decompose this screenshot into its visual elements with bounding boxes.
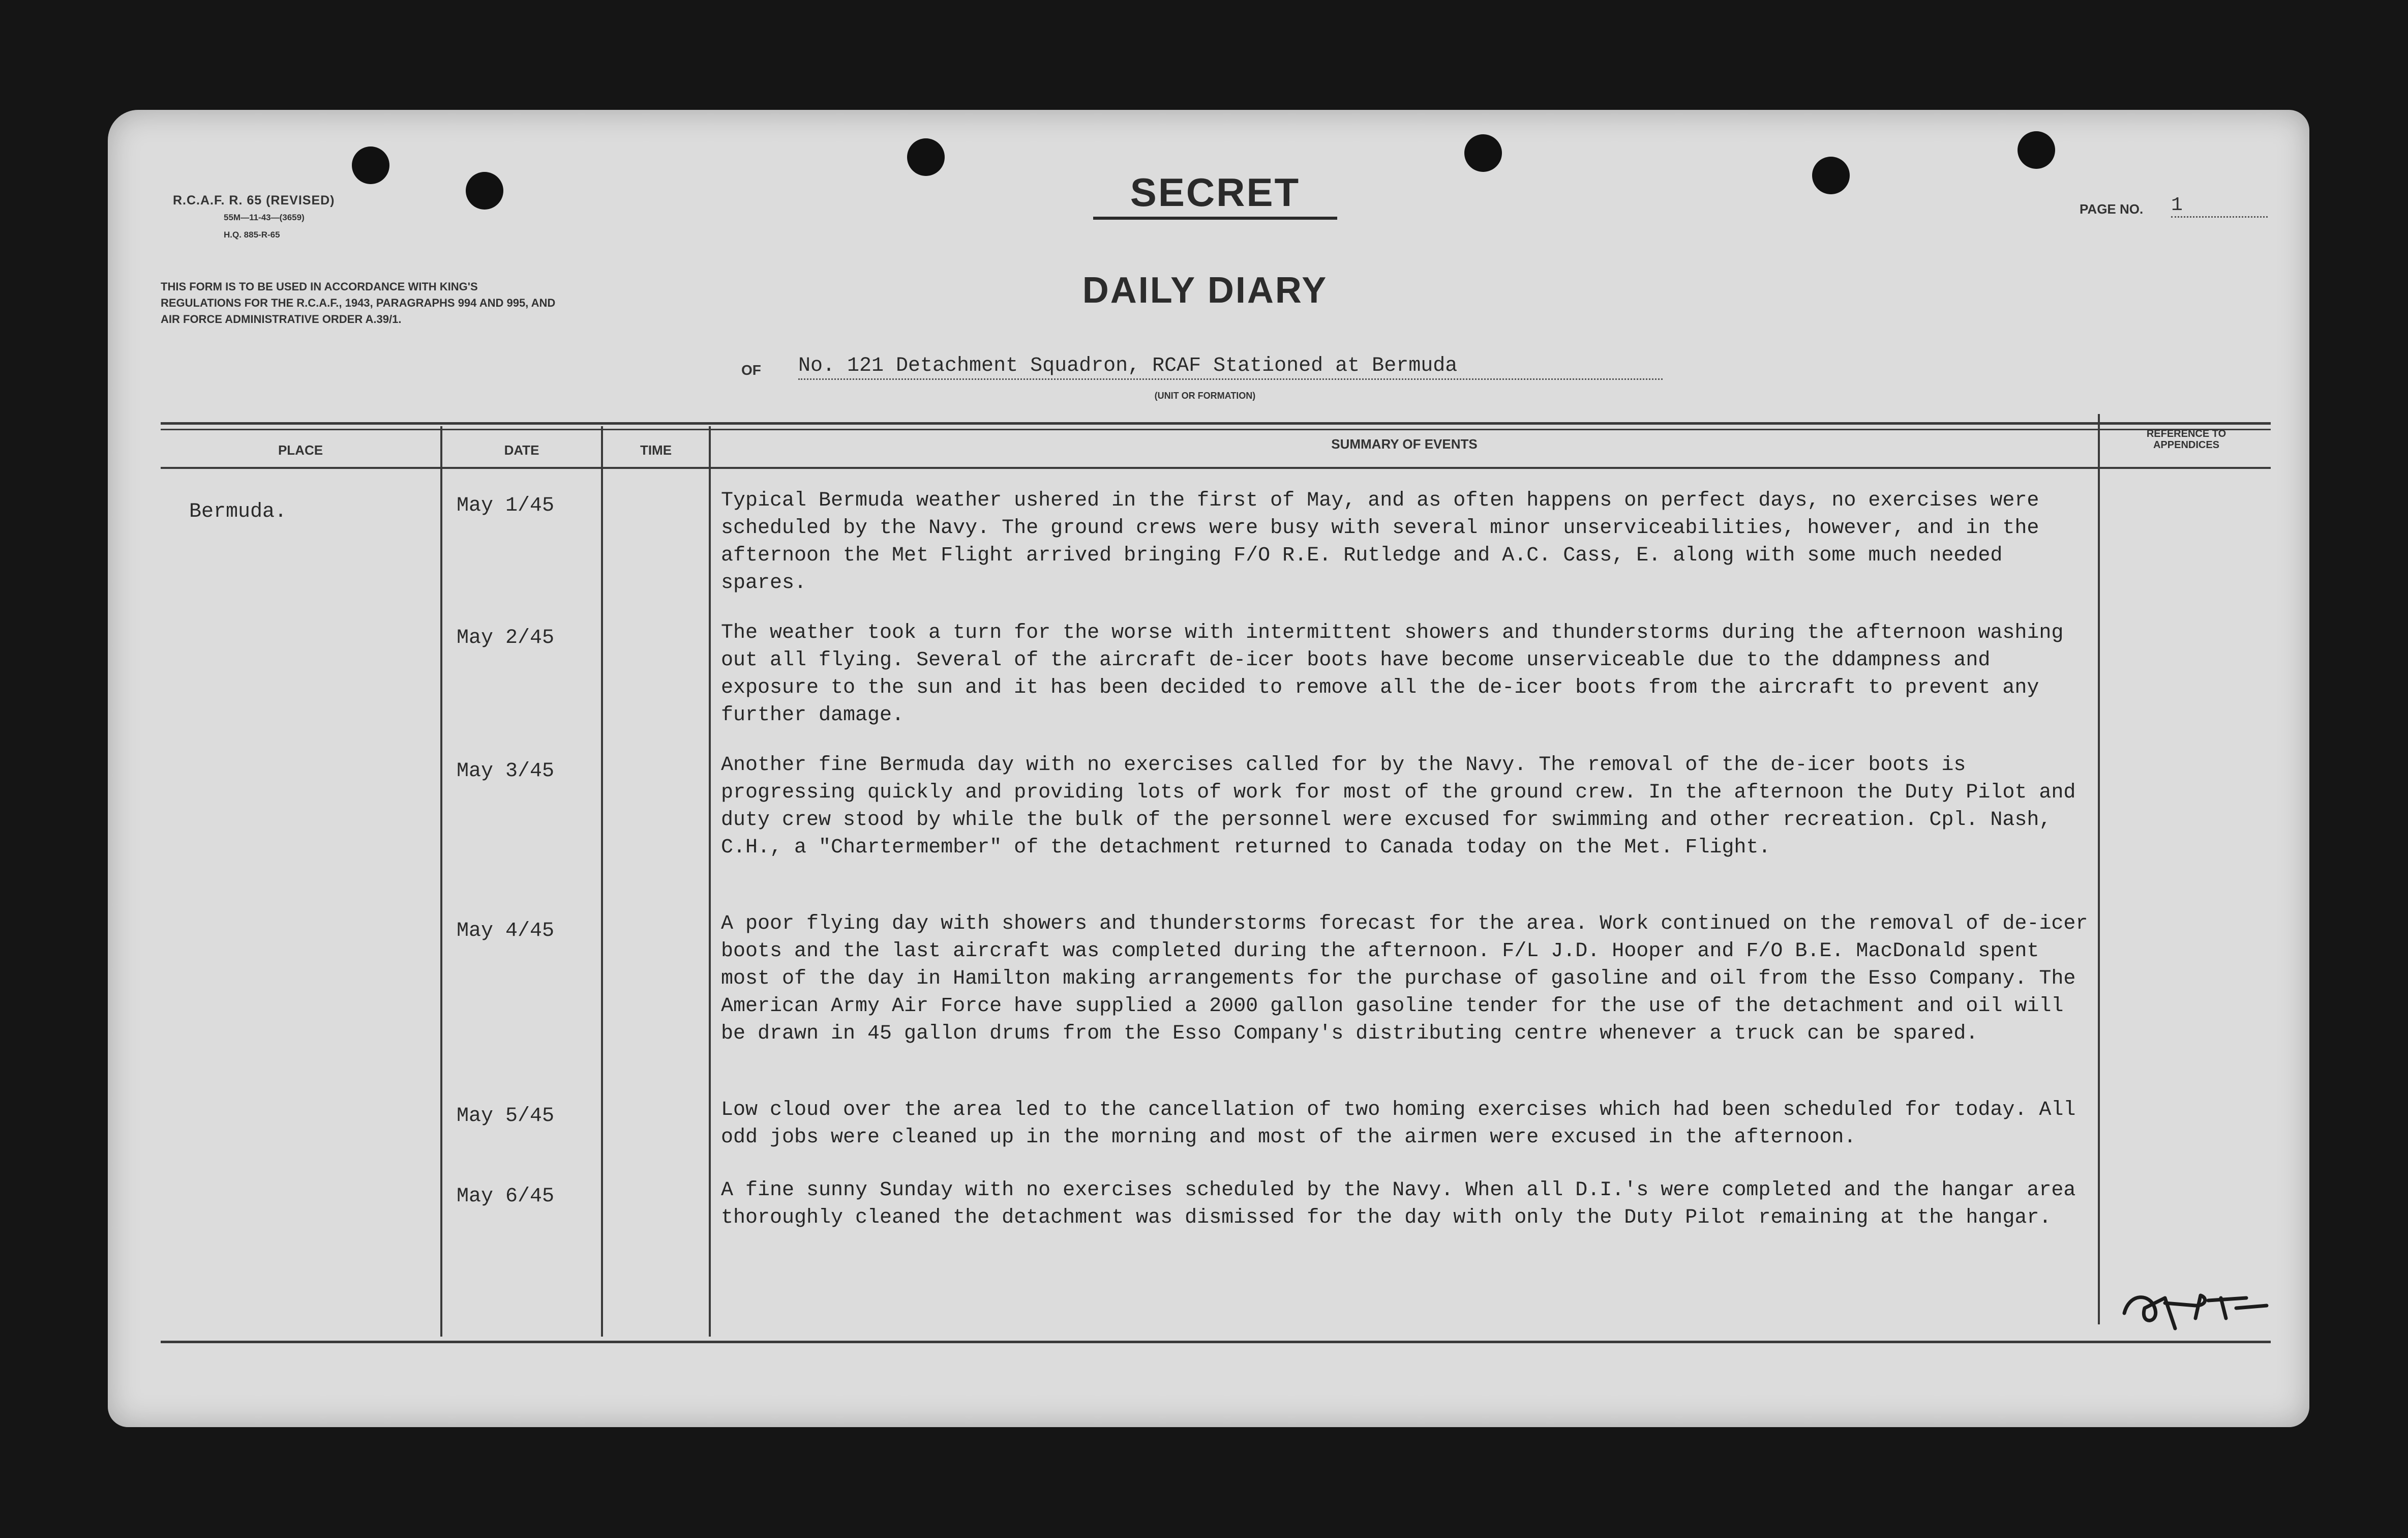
unit-of-label: OF [741,362,761,378]
entry-date: May 2/45 [457,627,555,649]
table-bottom-rule [161,1341,2271,1343]
reference-header-line-2: APPENDICES [2153,439,2220,451]
entry-place: Bermuda. [189,500,287,523]
entry-date: May 3/45 [457,760,555,783]
column-divider [601,426,603,1337]
entry-summary: A fine sunny Sunday with no exercises scheduled by the Navy. When all D.I.'s were completed and the hangar area thoroughly cleaned the detachment was dismissed for the day with only the Duty Pilot remaining at the hangar. [721,1179,2076,1229]
column-header-reference [2100,428,2273,451]
reference-header-line-1: REFERENCE TO [2146,428,2226,439]
column-header-summary: SUMMARY OF EVENTS [1331,436,1478,452]
page-title: DAILY DIARY [1082,270,1328,311]
form-file-code: H.Q. 885-R-65 [224,230,280,240]
form-print-code: 55M—11-43—(3659) [224,213,305,222]
header-bottom-rule [161,467,2271,469]
entry-date: May 1/45 [457,494,555,517]
entry-summary: Another fine Bermuda day with no exercises called for by the Navy. The removal of the de-icer boots is progressing quickly and providing lots of work for most of the ground crew. In the afternoon the Duty Pilot and duty crew stood by while the bulk of the personnel were excused for swimming and other recreation. Cpl. Nash, C.H., a "Chartermember" of the detachment returned to Canada today on the Met. Flight. [721,754,2076,859]
column-header-time: TIME [640,442,672,458]
punch-hole [1464,134,1502,172]
entry-date: May 6/45 [457,1185,555,1208]
punch-hole [466,172,503,210]
table-top-rule-inner [161,429,2271,430]
column-header-date: DATE [504,442,539,458]
unit-name: No. 121 Detachment Squadron, RCAF Stationed at Bermuda [798,354,1663,380]
entry-summary: Typical Bermuda weather ushered in the first of May, and as often happens on perfect days, no exercises were scheduled by the Navy. The ground crews were busy with several minor unserviceabilities, however, and in the afternoon the Met Flight arrived bringing F/O R.E. Rutledge and A.C. Cass, E. along with some much needed spares. [721,489,2039,595]
punch-hole [907,138,945,176]
punch-hole [2018,131,2055,169]
entry-summary: A poor flying day with showers and thunderstorms forecast for the area. Work continued on the removal of de-icer boots and the last aircraft was completed during the afternoon. F/L J.D. Hooper and F/O B.E. MacDonald spent most of the day in Hamilton making arrangements for the purchase of gasoline and oil from the Esso Company. The American Army Air Force have supplied a 2000 gallon gasoline tender for the use of the detachment and oil will be drawn in 45 gallon drums from the Esso Company's distributing centre whenever a truck can be spared. [721,912,2088,1045]
entry-date: May 5/45 [457,1105,555,1128]
punch-hole [1812,157,1850,194]
column-header-place: PLACE [278,442,323,458]
column-divider [440,426,442,1337]
entry-date: May 4/45 [457,920,555,942]
table-top-rule [161,422,2271,425]
classification-stamp: SECRET [1093,168,1337,220]
form-code: R.C.A.F. R. 65 (REVISED) [173,193,335,208]
page-number-label: PAGE NO. [2080,201,2144,217]
entry-summary: The weather took a turn for the worse with intermittent showers and thunderstorms during the afternoon washing out all flying. Several of the aircraft de-icer boots have become unserviceable due to the ddampness and exposure to the sun and it has been decided to remove all the de-icer boots from the aircraft to prevent any further damage. [721,622,2064,727]
entry-summary: Low cloud over the area led to the cancellation of two homing exercises which had been scheduled for today. All odd jobs were cleaned up in the morning and most of the airmen were excused in the afternoon. [721,1099,2076,1149]
page-number-value: 1 [2171,194,2268,218]
unit-caption: (UNIT OR FORMATION) [1154,391,1256,401]
regulation-note: THIS FORM IS TO BE USED IN ACCORDANCE WITH KING'S REGULATIONS FOR THE R.C.A.F., 1943, PARAGRAPHS 994 AND 995, AND AIR FORCE ADMINISTRATIVE ORDER A.39/1. [161,280,556,326]
punch-hole [352,146,389,184]
handwritten-initials [2119,1278,2272,1334]
column-divider [709,426,711,1337]
